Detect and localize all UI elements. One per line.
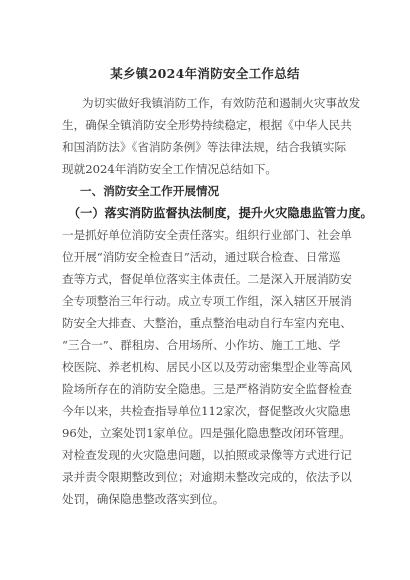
paragraph-line: 对检查发现的火灾隐患问题，以拍照或录像等方式进行记 (62, 448, 352, 462)
section-heading: 一、消防安全工作开展情况 (80, 184, 220, 198)
paragraph-line: 和国消防法》《省消防条例》等法律法规，结合我镇实际 (62, 140, 347, 154)
paragraph-line: 防安全大排查、大整治，重点整治电动自行车室内充电、 (62, 316, 352, 330)
paragraph-line: 录并责令限期整改到位；对逾期未整改完成的，依法予以 (62, 470, 352, 484)
paragraph-line: 位开展“消防安全检查日”活动，通过联合检查、日常巡 (62, 250, 341, 264)
paragraph-line: 险场所存在的消防安全隐患。三是严格消防安全监督检查 (62, 382, 352, 396)
subsection-heading: （一）落实消防监督执法制度，提升火灾隐患监管力度。 (68, 206, 373, 220)
paragraph-line: 校医院、养老机构、居民小区以及劳动密集型企业等高风 (62, 360, 352, 374)
paragraph-line: 今年以来，共检查指导单位112家次，督促整改火灾隐患 (62, 404, 351, 418)
paragraph-line: 一是抓好单位消防安全责任落实。组织行业部门、社会单 (62, 228, 352, 242)
paragraph-line: “三合一”、群租房、合用场所、小作坊、施工工地、学 (62, 338, 341, 352)
document-title: 某乡镇2024年消防安全工作总结 (110, 66, 300, 81)
paragraph-line: 现就2024年消防安全工作情况总结如下。 (62, 162, 278, 176)
paragraph-line: 全专项整治三年行动。成立专项工作组，深入辖区开展消 (62, 294, 352, 308)
paragraph-line: 为切实做好我镇消防工作，有效防范和遏制火灾事故发 (82, 96, 361, 110)
paragraph-line: 生，确保全镇消防安全形势持续稳定，根据《中华人民共 (62, 118, 352, 132)
paragraph-line: 处罚，确保隐患整改落实到位。 (62, 492, 225, 506)
paragraph-line: 查等方式，督促单位落实主体责任。二是深入开展消防安 (62, 272, 352, 286)
paragraph-line: 96处，立案处罚1家单位。四是强化隐患整改闭环管理。 (62, 426, 351, 440)
